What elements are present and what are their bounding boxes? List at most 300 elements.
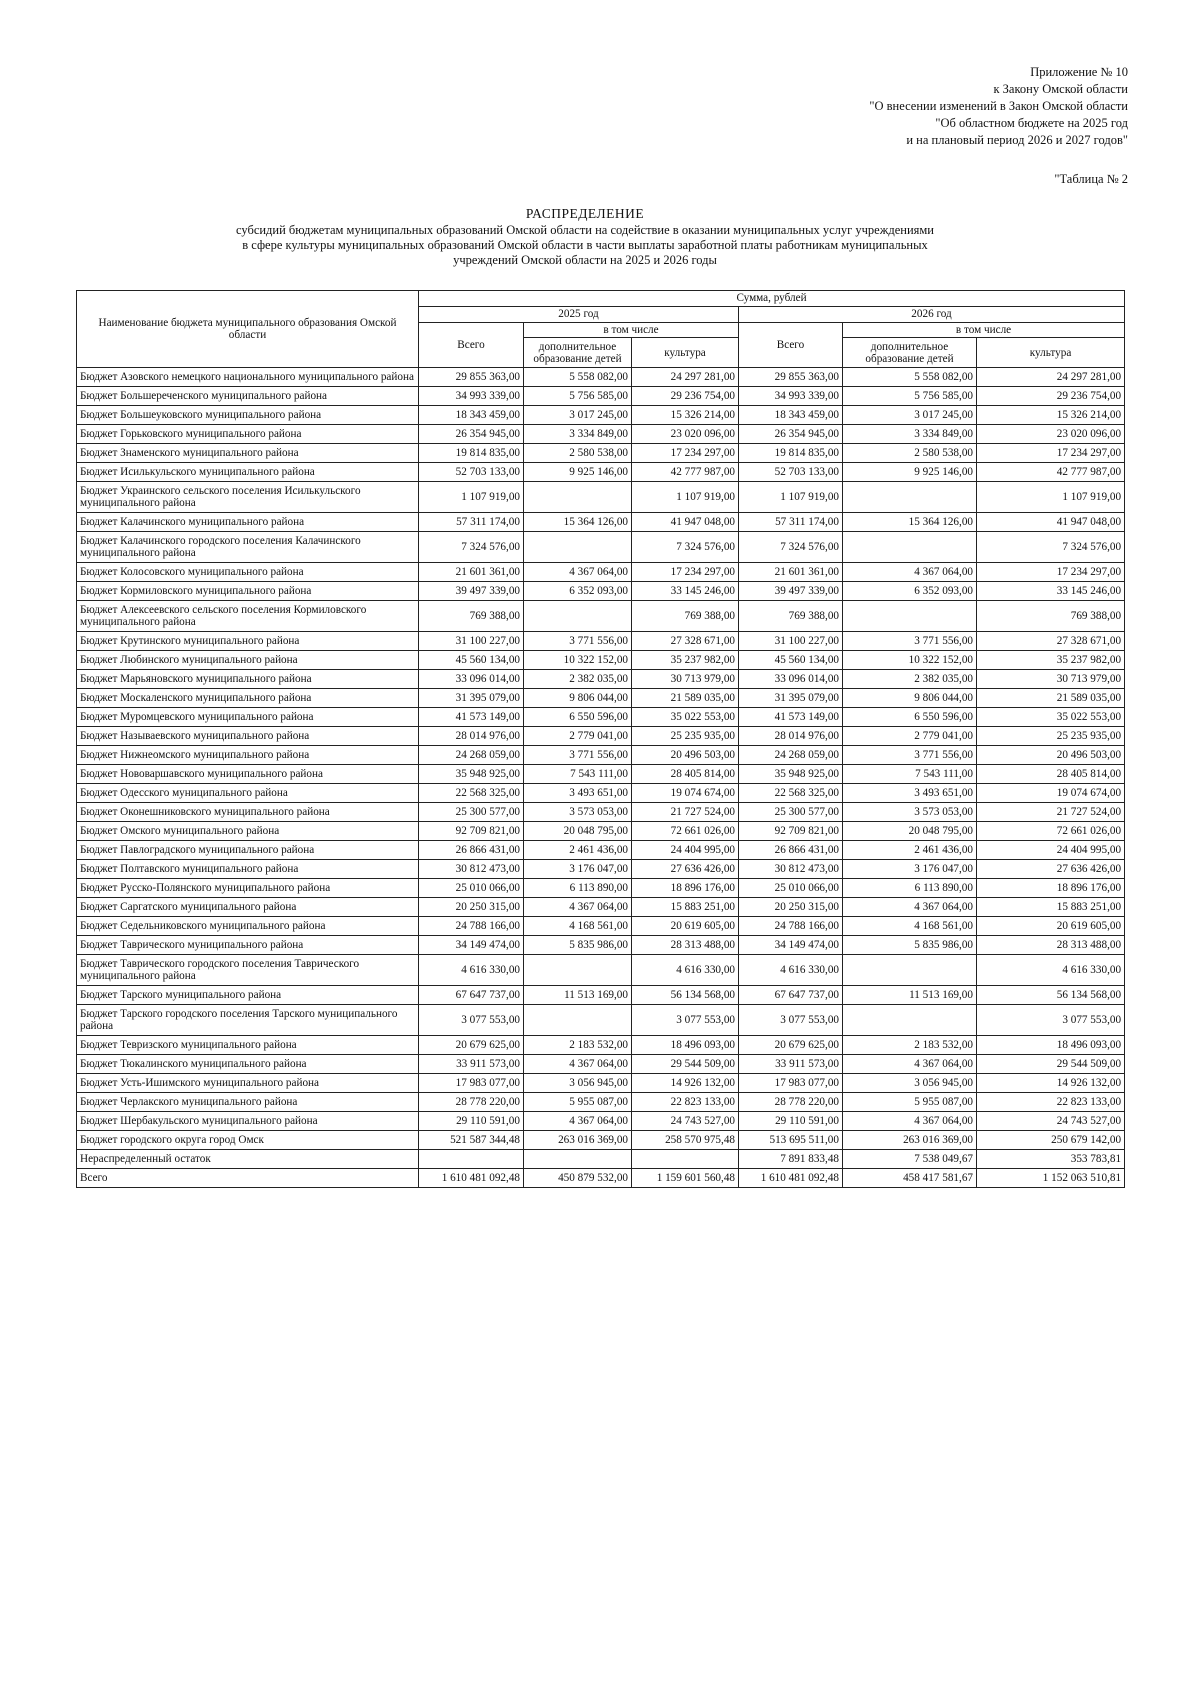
cell-total-2025: 45 560 134,00 bbox=[419, 651, 524, 670]
row-budget-name: Бюджет Горьковского муниципального района bbox=[77, 425, 419, 444]
table-row bbox=[77, 1074, 1125, 1093]
cell-additional-education-2025 bbox=[524, 955, 632, 986]
cell-additional-education-2026: 5 835 986,00 bbox=[843, 936, 977, 955]
cell-additional-education-2025: 4 168 561,00 bbox=[524, 917, 632, 936]
cell-additional-education-2025: 15 364 126,00 bbox=[524, 513, 632, 532]
cell-additional-education-2026: 4 367 064,00 bbox=[843, 1055, 977, 1074]
row-budget-name: Бюджет Большеуковского муниципального района bbox=[77, 406, 419, 425]
appendix-line: "Об областном бюджете на 2025 год bbox=[935, 116, 1128, 130]
cell-total-2025: 20 679 625,00 bbox=[419, 1036, 524, 1055]
cell-additional-education-2026: 6 550 596,00 bbox=[843, 708, 977, 727]
row-budget-name: Бюджет Нижнеомского муниципального района bbox=[77, 746, 419, 765]
cell-culture-2025: 22 823 133,00 bbox=[632, 1093, 739, 1112]
cell-total-2026: 45 560 134,00 bbox=[739, 651, 843, 670]
row-budget-name: Бюджет Омского муниципального района bbox=[77, 822, 419, 841]
table-row bbox=[77, 727, 1125, 746]
cell-culture-2026: 30 713 979,00 bbox=[977, 670, 1125, 689]
cell-additional-education-2025: 3 573 053,00 bbox=[524, 803, 632, 822]
header-total-2025: Всего bbox=[419, 323, 524, 368]
cell-culture-2026: 25 235 935,00 bbox=[977, 727, 1125, 746]
cell-additional-education-2026: 5 756 585,00 bbox=[843, 387, 977, 406]
cell-total-2025: 19 814 835,00 bbox=[419, 444, 524, 463]
cell-additional-education-2025: 263 016 369,00 bbox=[524, 1131, 632, 1150]
cell-culture-2025: 20 619 605,00 bbox=[632, 917, 739, 936]
cell-additional-education-2025: 4 367 064,00 bbox=[524, 1055, 632, 1074]
cell-additional-education-2026: 9 806 044,00 bbox=[843, 689, 977, 708]
cell-additional-education-2025 bbox=[524, 601, 632, 632]
cell-additional-education-2026: 3 771 556,00 bbox=[843, 746, 977, 765]
cell-total-2025: 21 601 361,00 bbox=[419, 563, 524, 582]
table-row bbox=[77, 425, 1125, 444]
cell-total-2026: 26 866 431,00 bbox=[739, 841, 843, 860]
cell-total-2026: 41 573 149,00 bbox=[739, 708, 843, 727]
cell-total-2025: 521 587 344,48 bbox=[419, 1131, 524, 1150]
cell-total-2025: 17 983 077,00 bbox=[419, 1074, 524, 1093]
row-budget-name: Бюджет Азовского немецкого национального муниципального района bbox=[77, 368, 419, 387]
header-culture-2026: культура bbox=[977, 338, 1125, 368]
cell-total-2026: 769 388,00 bbox=[739, 601, 843, 632]
row-budget-name: Бюджет Алексеевского сельского поселения Кормиловского муниципального района bbox=[77, 601, 419, 632]
cell-total-2025: 29 855 363,00 bbox=[419, 368, 524, 387]
cell-additional-education-2026: 6 113 890,00 bbox=[843, 879, 977, 898]
appendix-reference bbox=[869, 64, 1128, 149]
cell-culture-2025: 258 570 975,48 bbox=[632, 1131, 739, 1150]
cell-total-2026: 7 324 576,00 bbox=[739, 532, 843, 563]
cell-culture-2026: 42 777 987,00 bbox=[977, 463, 1125, 482]
cell-additional-education-2026: 3 771 556,00 bbox=[843, 632, 977, 651]
cell-total-2026: 513 695 511,00 bbox=[739, 1131, 843, 1150]
cell-total-2025: 22 568 325,00 bbox=[419, 784, 524, 803]
cell-culture-2025: 27 636 426,00 bbox=[632, 860, 739, 879]
table-row bbox=[77, 368, 1125, 387]
cell-culture-2026: 29 236 754,00 bbox=[977, 387, 1125, 406]
cell-additional-education-2026: 9 925 146,00 bbox=[843, 463, 977, 482]
cell-total-2026: 25 010 066,00 bbox=[739, 879, 843, 898]
cell-additional-education-2026: 6 352 093,00 bbox=[843, 582, 977, 601]
cell-total-2025: 26 866 431,00 bbox=[419, 841, 524, 860]
cell-culture-2026: 35 022 553,00 bbox=[977, 708, 1125, 727]
cell-additional-education-2026: 3 017 245,00 bbox=[843, 406, 977, 425]
row-budget-name: Бюджет Исилькульского муниципального района bbox=[77, 463, 419, 482]
cell-culture-2026: 23 020 096,00 bbox=[977, 425, 1125, 444]
table-row bbox=[77, 1055, 1125, 1074]
cell-culture-2025: 19 074 674,00 bbox=[632, 784, 739, 803]
row-budget-name: Бюджет Таврического муниципального района bbox=[77, 936, 419, 955]
cell-additional-education-2025: 3 493 651,00 bbox=[524, 784, 632, 803]
cell-additional-education-2026 bbox=[843, 482, 977, 513]
cell-total-2025: 20 250 315,00 bbox=[419, 898, 524, 917]
cell-additional-education-2025: 3 056 945,00 bbox=[524, 1074, 632, 1093]
cell-total-2026: 22 568 325,00 bbox=[739, 784, 843, 803]
row-budget-name: Бюджет Украинского сельского поселения Исилькульского муниципального района bbox=[77, 482, 419, 513]
row-budget-name: Бюджет Седельниковского муниципального района bbox=[77, 917, 419, 936]
cell-additional-education-2025: 7 543 111,00 bbox=[524, 765, 632, 784]
cell-culture-2026: 27 636 426,00 bbox=[977, 860, 1125, 879]
cell-total-2026: 34 149 474,00 bbox=[739, 936, 843, 955]
cell-total-2026: 67 647 737,00 bbox=[739, 986, 843, 1005]
cell-total-2025: 7 324 576,00 bbox=[419, 532, 524, 563]
cell-culture-2026: 27 328 671,00 bbox=[977, 632, 1125, 651]
cell-culture-2025: 33 145 246,00 bbox=[632, 582, 739, 601]
cell-additional-education-2026 bbox=[843, 955, 977, 986]
table-row bbox=[77, 879, 1125, 898]
cell-culture-2026: 1 152 063 510,81 bbox=[977, 1169, 1125, 1188]
cell-total-2025: 25 300 577,00 bbox=[419, 803, 524, 822]
cell-total-2025: 25 010 066,00 bbox=[419, 879, 524, 898]
cell-total-2025: 24 268 059,00 bbox=[419, 746, 524, 765]
table-row bbox=[77, 601, 1125, 632]
cell-total-2026: 1 107 919,00 bbox=[739, 482, 843, 513]
cell-additional-education-2025: 6 113 890,00 bbox=[524, 879, 632, 898]
cell-additional-education-2026: 4 367 064,00 bbox=[843, 563, 977, 582]
cell-culture-2026: 17 234 297,00 bbox=[977, 563, 1125, 582]
cell-total-2025: 1 610 481 092,48 bbox=[419, 1169, 524, 1188]
cell-additional-education-2025: 4 367 064,00 bbox=[524, 898, 632, 917]
row-budget-name: Бюджет Черлакского муниципального района bbox=[77, 1093, 419, 1112]
cell-additional-education-2026: 20 048 795,00 bbox=[843, 822, 977, 841]
cell-total-2026: 21 601 361,00 bbox=[739, 563, 843, 582]
row-budget-name: Бюджет Калачинского городского поселения Калачинского муниципального района bbox=[77, 532, 419, 563]
table-row bbox=[77, 689, 1125, 708]
cell-total-2026: 4 616 330,00 bbox=[739, 955, 843, 986]
cell-total-2026: 28 014 976,00 bbox=[739, 727, 843, 746]
cell-culture-2025: 24 297 281,00 bbox=[632, 368, 739, 387]
cell-total-2025: 33 096 014,00 bbox=[419, 670, 524, 689]
cell-culture-2025: 42 777 987,00 bbox=[632, 463, 739, 482]
table-row bbox=[77, 708, 1125, 727]
cell-culture-2026: 18 496 093,00 bbox=[977, 1036, 1125, 1055]
cell-culture-2026: 19 074 674,00 bbox=[977, 784, 1125, 803]
table-row bbox=[77, 822, 1125, 841]
row-budget-name: Бюджет Таврического городского поселения Таврического муниципального района bbox=[77, 955, 419, 986]
table-header bbox=[77, 291, 1125, 368]
cell-total-2025: 41 573 149,00 bbox=[419, 708, 524, 727]
cell-additional-education-2025: 4 367 064,00 bbox=[524, 1112, 632, 1131]
document-heading bbox=[200, 206, 970, 268]
cell-additional-education-2025: 9 925 146,00 bbox=[524, 463, 632, 482]
row-budget-name: Бюджет Одесского муниципального района bbox=[77, 784, 419, 803]
cell-additional-education-2026 bbox=[843, 601, 977, 632]
cell-culture-2025: 769 388,00 bbox=[632, 601, 739, 632]
cell-total-2025: 34 993 339,00 bbox=[419, 387, 524, 406]
row-budget-name: Бюджет Знаменского муниципального района bbox=[77, 444, 419, 463]
cell-additional-education-2026: 3 056 945,00 bbox=[843, 1074, 977, 1093]
cell-culture-2025: 35 237 982,00 bbox=[632, 651, 739, 670]
table-row bbox=[77, 1169, 1125, 1188]
table-row bbox=[77, 651, 1125, 670]
cell-additional-education-2025: 6 352 093,00 bbox=[524, 582, 632, 601]
cell-additional-education-2025: 3 771 556,00 bbox=[524, 746, 632, 765]
row-budget-name: Бюджет Тевризского муниципального района bbox=[77, 1036, 419, 1055]
cell-culture-2026: 22 823 133,00 bbox=[977, 1093, 1125, 1112]
table-row bbox=[77, 898, 1125, 917]
cell-culture-2026: 24 404 995,00 bbox=[977, 841, 1125, 860]
cell-total-2026: 17 983 077,00 bbox=[739, 1074, 843, 1093]
cell-additional-education-2025 bbox=[524, 1005, 632, 1036]
table-row bbox=[77, 632, 1125, 651]
cell-culture-2026: 3 077 553,00 bbox=[977, 1005, 1125, 1036]
cell-culture-2025: 25 235 935,00 bbox=[632, 727, 739, 746]
cell-culture-2025: 1 107 919,00 bbox=[632, 482, 739, 513]
cell-additional-education-2025: 5 558 082,00 bbox=[524, 368, 632, 387]
cell-total-2025: 57 311 174,00 bbox=[419, 513, 524, 532]
cell-total-2025: 92 709 821,00 bbox=[419, 822, 524, 841]
distribution-table bbox=[76, 290, 1125, 1188]
cell-culture-2026: 41 947 048,00 bbox=[977, 513, 1125, 532]
cell-additional-education-2025: 2 183 532,00 bbox=[524, 1036, 632, 1055]
table-row bbox=[77, 670, 1125, 689]
row-budget-name: Бюджет Калачинского муниципального района bbox=[77, 513, 419, 532]
table-row bbox=[77, 784, 1125, 803]
cell-additional-education-2026: 2 580 538,00 bbox=[843, 444, 977, 463]
cell-culture-2026: 24 297 281,00 bbox=[977, 368, 1125, 387]
cell-total-2025: 26 354 945,00 bbox=[419, 425, 524, 444]
cell-additional-education-2025: 5 835 986,00 bbox=[524, 936, 632, 955]
cell-culture-2026: 72 661 026,00 bbox=[977, 822, 1125, 841]
table-row bbox=[77, 860, 1125, 879]
header-culture-2025: культура bbox=[632, 338, 739, 368]
cell-additional-education-2026: 458 417 581,67 bbox=[843, 1169, 977, 1188]
cell-culture-2026: 14 926 132,00 bbox=[977, 1074, 1125, 1093]
appendix-line: и на плановый период 2026 и 2027 годов" bbox=[906, 133, 1128, 147]
table-row bbox=[77, 463, 1125, 482]
cell-total-2025: 35 948 925,00 bbox=[419, 765, 524, 784]
cell-additional-education-2025: 9 806 044,00 bbox=[524, 689, 632, 708]
cell-culture-2026: 15 883 251,00 bbox=[977, 898, 1125, 917]
document-subtitle-line: учреждений Омской области на 2025 и 2026 годы bbox=[453, 253, 717, 267]
cell-culture-2025: 23 020 096,00 bbox=[632, 425, 739, 444]
cell-culture-2026: 33 145 246,00 bbox=[977, 582, 1125, 601]
table-row bbox=[77, 986, 1125, 1005]
cell-culture-2025: 56 134 568,00 bbox=[632, 986, 739, 1005]
table-row bbox=[77, 406, 1125, 425]
appendix-line: "О внесении изменений в Закон Омской области bbox=[869, 99, 1128, 113]
cell-culture-2025: 18 496 093,00 bbox=[632, 1036, 739, 1055]
header-total-2026: Всего bbox=[739, 323, 843, 368]
cell-additional-education-2025: 2 382 035,00 bbox=[524, 670, 632, 689]
cell-additional-education-2026 bbox=[843, 1005, 977, 1036]
cell-culture-2026: 353 783,81 bbox=[977, 1150, 1125, 1169]
cell-total-2026: 1 610 481 092,48 bbox=[739, 1169, 843, 1188]
cell-additional-education-2026: 3 176 047,00 bbox=[843, 860, 977, 879]
cell-total-2025: 18 343 459,00 bbox=[419, 406, 524, 425]
cell-culture-2026: 769 388,00 bbox=[977, 601, 1125, 632]
cell-additional-education-2025: 11 513 169,00 bbox=[524, 986, 632, 1005]
cell-culture-2026: 7 324 576,00 bbox=[977, 532, 1125, 563]
cell-total-2026: 30 812 473,00 bbox=[739, 860, 843, 879]
row-budget-name: Бюджет Оконешниковского муниципального района bbox=[77, 803, 419, 822]
cell-culture-2026: 28 313 488,00 bbox=[977, 936, 1125, 955]
cell-culture-2026: 250 679 142,00 bbox=[977, 1131, 1125, 1150]
table-row bbox=[77, 1005, 1125, 1036]
cell-total-2025: 4 616 330,00 bbox=[419, 955, 524, 986]
cell-culture-2025: 7 324 576,00 bbox=[632, 532, 739, 563]
table-row bbox=[77, 955, 1125, 986]
cell-culture-2025: 20 496 503,00 bbox=[632, 746, 739, 765]
cell-additional-education-2026: 11 513 169,00 bbox=[843, 986, 977, 1005]
header-budget-name: Наименование бюджета муниципального образования Омской области bbox=[77, 291, 419, 368]
header-year-2025: 2025 год bbox=[419, 307, 739, 323]
cell-total-2026: 29 110 591,00 bbox=[739, 1112, 843, 1131]
cell-culture-2025: 29 236 754,00 bbox=[632, 387, 739, 406]
cell-additional-education-2025 bbox=[524, 1150, 632, 1169]
cell-culture-2025: 14 926 132,00 bbox=[632, 1074, 739, 1093]
cell-additional-education-2025: 2 779 041,00 bbox=[524, 727, 632, 746]
cell-culture-2026: 29 544 509,00 bbox=[977, 1055, 1125, 1074]
cell-total-2026: 33 911 573,00 bbox=[739, 1055, 843, 1074]
cell-additional-education-2025 bbox=[524, 482, 632, 513]
cell-additional-education-2026: 4 367 064,00 bbox=[843, 898, 977, 917]
row-budget-name: Бюджет Называевского муниципального района bbox=[77, 727, 419, 746]
cell-total-2026: 35 948 925,00 bbox=[739, 765, 843, 784]
cell-total-2025: 67 647 737,00 bbox=[419, 986, 524, 1005]
row-budget-name: Бюджет Большереченского муниципального района bbox=[77, 387, 419, 406]
row-budget-name: Бюджет Москаленского муниципального района bbox=[77, 689, 419, 708]
cell-total-2026: 31 100 227,00 bbox=[739, 632, 843, 651]
row-budget-name: Бюджет Муромцевского муниципального района bbox=[77, 708, 419, 727]
cell-additional-education-2026: 2 779 041,00 bbox=[843, 727, 977, 746]
cell-additional-education-2026: 263 016 369,00 bbox=[843, 1131, 977, 1150]
cell-additional-education-2026: 7 543 111,00 bbox=[843, 765, 977, 784]
cell-culture-2026: 20 619 605,00 bbox=[977, 917, 1125, 936]
cell-total-2025: 29 110 591,00 bbox=[419, 1112, 524, 1131]
cell-total-2026: 19 814 835,00 bbox=[739, 444, 843, 463]
cell-additional-education-2026: 15 364 126,00 bbox=[843, 513, 977, 532]
row-budget-name: Бюджет Павлоградского муниципального района bbox=[77, 841, 419, 860]
cell-total-2025: 3 077 553,00 bbox=[419, 1005, 524, 1036]
cell-total-2025: 1 107 919,00 bbox=[419, 482, 524, 513]
cell-culture-2026: 56 134 568,00 bbox=[977, 986, 1125, 1005]
cell-culture-2025 bbox=[632, 1150, 739, 1169]
cell-culture-2025: 24 743 527,00 bbox=[632, 1112, 739, 1131]
cell-total-2025: 34 149 474,00 bbox=[419, 936, 524, 955]
document-subtitle-line: в сфере культуры муниципальных образований Омской области в части выплаты заработной платы работникам муниципальных bbox=[242, 238, 928, 252]
header-year-2026: 2026 год bbox=[739, 307, 1125, 323]
cell-total-2026: 33 096 014,00 bbox=[739, 670, 843, 689]
cell-culture-2026: 24 743 527,00 bbox=[977, 1112, 1125, 1131]
table-row bbox=[77, 841, 1125, 860]
table-row bbox=[77, 582, 1125, 601]
cell-additional-education-2026: 7 538 049,67 bbox=[843, 1150, 977, 1169]
cell-additional-education-2025: 10 322 152,00 bbox=[524, 651, 632, 670]
table-row bbox=[77, 936, 1125, 955]
header-additional-education-2025: дополнительное образование детей bbox=[524, 338, 632, 368]
cell-total-2026: 31 395 079,00 bbox=[739, 689, 843, 708]
cell-total-2026: 34 993 339,00 bbox=[739, 387, 843, 406]
cell-additional-education-2025: 3 334 849,00 bbox=[524, 425, 632, 444]
table-number: "Таблица № 2 bbox=[1054, 172, 1128, 186]
table-row bbox=[77, 387, 1125, 406]
table-row bbox=[77, 563, 1125, 582]
table-row bbox=[77, 532, 1125, 563]
cell-additional-education-2025: 3 017 245,00 bbox=[524, 406, 632, 425]
table-row bbox=[77, 444, 1125, 463]
table-row bbox=[77, 1112, 1125, 1131]
table-row bbox=[77, 1131, 1125, 1150]
cell-additional-education-2026: 2 461 436,00 bbox=[843, 841, 977, 860]
cell-culture-2026: 1 107 919,00 bbox=[977, 482, 1125, 513]
cell-total-2026: 24 268 059,00 bbox=[739, 746, 843, 765]
cell-total-2025: 24 788 166,00 bbox=[419, 917, 524, 936]
cell-additional-education-2025: 2 580 538,00 bbox=[524, 444, 632, 463]
cell-culture-2025: 4 616 330,00 bbox=[632, 955, 739, 986]
cell-culture-2025: 28 405 814,00 bbox=[632, 765, 739, 784]
cell-additional-education-2025: 2 461 436,00 bbox=[524, 841, 632, 860]
header-including-2025: в том числе bbox=[524, 323, 739, 338]
row-budget-name: Всего bbox=[77, 1169, 419, 1188]
table-row bbox=[77, 765, 1125, 784]
cell-culture-2026: 20 496 503,00 bbox=[977, 746, 1125, 765]
cell-culture-2025: 21 589 035,00 bbox=[632, 689, 739, 708]
cell-total-2026: 3 077 553,00 bbox=[739, 1005, 843, 1036]
cell-culture-2025: 3 077 553,00 bbox=[632, 1005, 739, 1036]
appendix-line: Приложение № 10 bbox=[1030, 65, 1128, 79]
cell-total-2025: 30 812 473,00 bbox=[419, 860, 524, 879]
cell-total-2025 bbox=[419, 1150, 524, 1169]
cell-culture-2025: 41 947 048,00 bbox=[632, 513, 739, 532]
cell-total-2026: 20 679 625,00 bbox=[739, 1036, 843, 1055]
table-body bbox=[77, 368, 1125, 1188]
cell-additional-education-2026: 3 334 849,00 bbox=[843, 425, 977, 444]
cell-culture-2026: 18 896 176,00 bbox=[977, 879, 1125, 898]
cell-additional-education-2026: 4 168 561,00 bbox=[843, 917, 977, 936]
cell-additional-education-2025: 6 550 596,00 bbox=[524, 708, 632, 727]
cell-culture-2025: 72 661 026,00 bbox=[632, 822, 739, 841]
row-budget-name: Бюджет Нововаршавского муниципального района bbox=[77, 765, 419, 784]
cell-culture-2025: 30 713 979,00 bbox=[632, 670, 739, 689]
document-title: РАСПРЕДЕЛЕНИЕ bbox=[525, 206, 645, 221]
row-budget-name: Бюджет городского округа город Омск bbox=[77, 1131, 419, 1150]
cell-total-2026: 28 778 220,00 bbox=[739, 1093, 843, 1112]
table-row bbox=[77, 1150, 1125, 1169]
row-budget-name: Бюджет Полтавского муниципального района bbox=[77, 860, 419, 879]
cell-total-2026: 26 354 945,00 bbox=[739, 425, 843, 444]
cell-additional-education-2026 bbox=[843, 532, 977, 563]
cell-additional-education-2025: 3 176 047,00 bbox=[524, 860, 632, 879]
cell-total-2026: 18 343 459,00 bbox=[739, 406, 843, 425]
cell-total-2026: 57 311 174,00 bbox=[739, 513, 843, 532]
row-budget-name: Бюджет Саргатского муниципального района bbox=[77, 898, 419, 917]
cell-additional-education-2026: 2 183 532,00 bbox=[843, 1036, 977, 1055]
cell-additional-education-2026: 2 382 035,00 bbox=[843, 670, 977, 689]
cell-additional-education-2026: 10 322 152,00 bbox=[843, 651, 977, 670]
cell-additional-education-2026: 5 955 087,00 bbox=[843, 1093, 977, 1112]
cell-total-2026: 20 250 315,00 bbox=[739, 898, 843, 917]
table-row bbox=[77, 482, 1125, 513]
row-budget-name: Бюджет Крутинского муниципального района bbox=[77, 632, 419, 651]
header-sum-rubles: Сумма, рублей bbox=[419, 291, 1125, 307]
table-row bbox=[77, 513, 1125, 532]
row-budget-name: Бюджет Усть-Ишимского муниципального района bbox=[77, 1074, 419, 1093]
cell-culture-2025: 17 234 297,00 bbox=[632, 563, 739, 582]
cell-culture-2025: 29 544 509,00 bbox=[632, 1055, 739, 1074]
cell-additional-education-2025: 5 756 585,00 bbox=[524, 387, 632, 406]
cell-culture-2025: 21 727 524,00 bbox=[632, 803, 739, 822]
cell-culture-2025: 15 326 214,00 bbox=[632, 406, 739, 425]
header-including-2026: в том числе bbox=[843, 323, 1125, 338]
row-budget-name: Бюджет Любинского муниципального района bbox=[77, 651, 419, 670]
cell-additional-education-2025: 20 048 795,00 bbox=[524, 822, 632, 841]
cell-total-2025: 33 911 573,00 bbox=[419, 1055, 524, 1074]
cell-total-2025: 31 395 079,00 bbox=[419, 689, 524, 708]
cell-additional-education-2025: 4 367 064,00 bbox=[524, 563, 632, 582]
cell-total-2026: 92 709 821,00 bbox=[739, 822, 843, 841]
cell-culture-2026: 15 326 214,00 bbox=[977, 406, 1125, 425]
row-budget-name: Бюджет Колосовского муниципального района bbox=[77, 563, 419, 582]
cell-culture-2025: 1 159 601 560,48 bbox=[632, 1169, 739, 1188]
cell-total-2026: 25 300 577,00 bbox=[739, 803, 843, 822]
row-budget-name: Бюджет Русско-Полянского муниципального района bbox=[77, 879, 419, 898]
